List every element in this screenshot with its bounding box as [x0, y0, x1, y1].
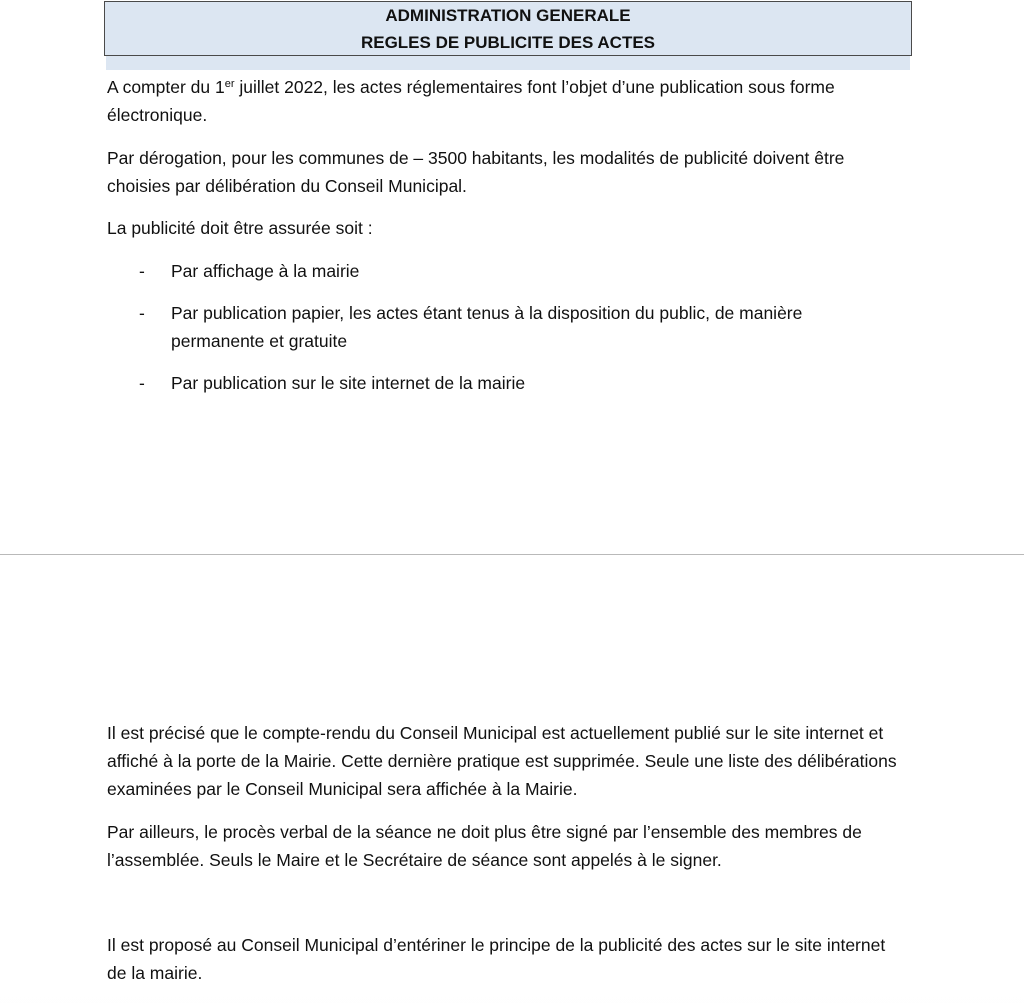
paragraph-proposal: Il est proposé au Conseil Municipal d’entériner le principe de la publicité des actes sur le site internet de la mairie. — [107, 935, 886, 983]
list-item — [107, 369, 907, 397]
paragraph-publicity-intro: La publicité doit être assurée soit : — [107, 218, 373, 238]
list-item-text: Par publication papier, les actes étant tenus à la disposition du public, de manière permanente et gratuite — [171, 303, 803, 351]
list-dash: - — [139, 303, 145, 323]
paragraph-derogation: Par dérogation, pour les communes de – 3500 habitants, les modalités de publicité doivent être choisies par délibération du Conseil Municipal. — [107, 148, 845, 196]
header-shadow — [106, 56, 910, 70]
list-dash: - — [139, 261, 145, 281]
section-header — [104, 1, 912, 56]
list-item — [107, 257, 907, 285]
list-dash: - — [139, 373, 145, 393]
header-title: ADMINISTRATION GENERALE — [385, 6, 631, 25]
paragraph-compte-rendu: Il est précisé que le compte-rendu du Conseil Municipal est actuellement publié sur le site internet et affiché à la porte de la Mairie. Cette dernière pratique est supprimée. Seule une liste des délibérations examinées par le Conseil Municipal sera affichée à la Mairie. — [107, 723, 897, 799]
list-item-text: Par publication sur le site internet de la mairie — [171, 373, 526, 393]
paragraph-publication-date: A compter du 1er juillet 2022, les actes réglementaires font l’objet d’une publication sous forme électronique. — [107, 77, 835, 125]
list-item — [107, 299, 907, 355]
header-subtitle: REGLES DE PUBLICITE DES ACTES — [360, 33, 656, 52]
paragraph-proces-verbal: Par ailleurs, le procès verbal de la séance ne doit plus être signé par l’ensemble des membres de l’assemblée. Seuls le Maire et le Secrétaire de séance sont appelés à le signer. — [107, 822, 862, 870]
list-item-text: Par affichage à la mairie — [171, 261, 360, 281]
document-page-2 — [0, 555, 1024, 1003]
